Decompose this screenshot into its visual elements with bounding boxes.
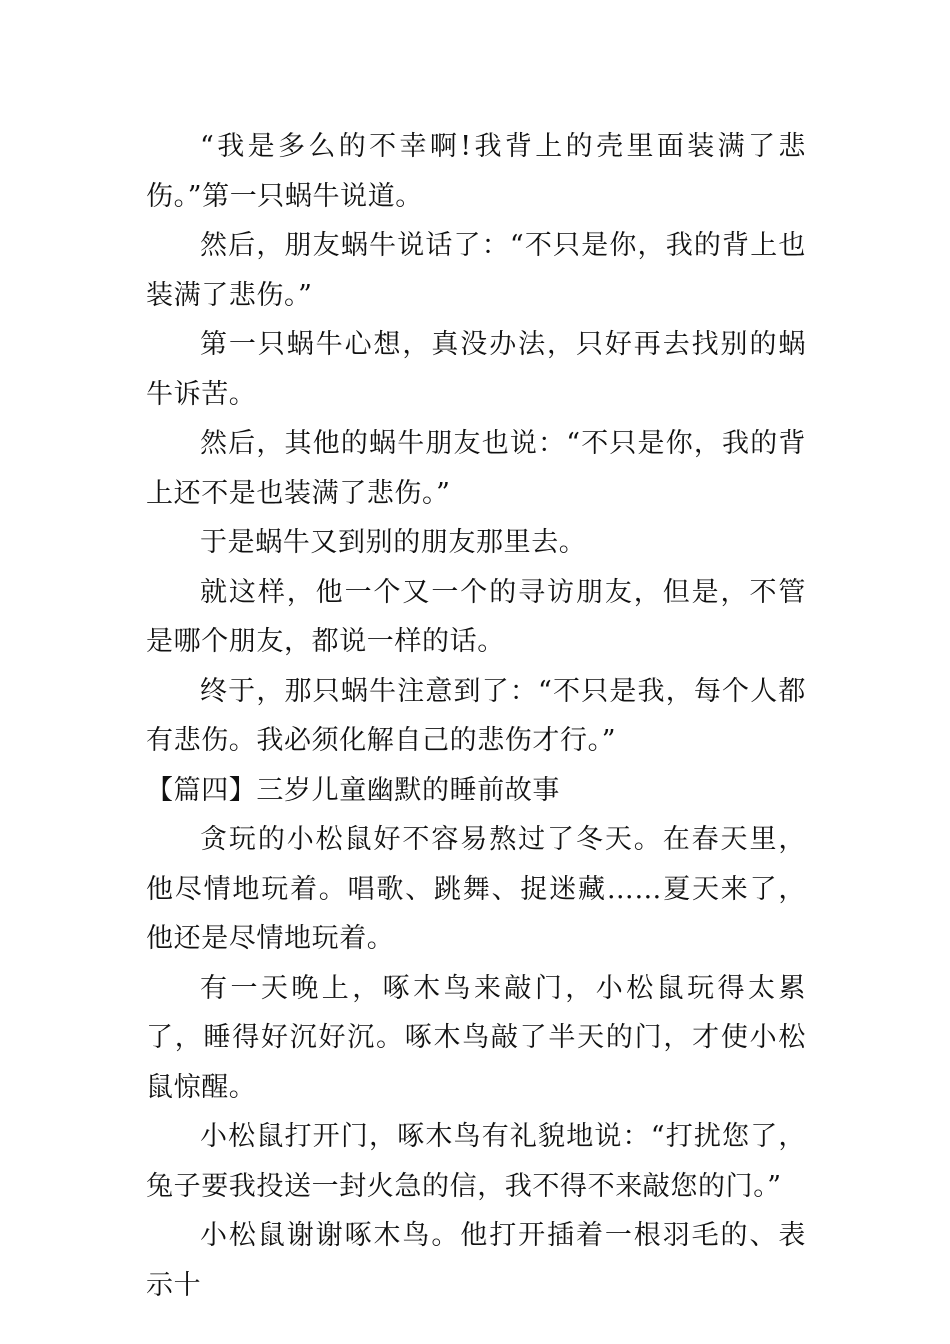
document-body [146,122,806,1310]
paragraph: 第一只蜗牛心想，真没办法，只好再去找别的蜗牛诉苦。 [146,329,806,410]
paragraph: 终于，那只蜗牛注意到了：“不只是我，每个人都有悲伤。我必须化解自己的悲伤才行。” [146,675,806,756]
paragraph: 于是蜗牛又到别的朋友那里去。 [200,527,587,558]
paragraph: 然后，其他的蜗牛朋友也说：“不只是你，我的背上还不是也装满了悲伤。” [146,428,806,509]
section-heading: 【篇四】三岁儿童幽默的睡前故事 [146,774,560,806]
paragraph: 就这样，他一个又一个的寻访朋友，但是，不管是哪个朋友，都说一样的话。 [146,576,806,657]
paragraph: 小松鼠打开门，啄木鸟有礼貌地说：“打扰您了，兔子要我投送一封火急的信，我不得不来敲您的门。” [146,1121,806,1202]
paragraph: 小松鼠谢谢啄木鸟。他打开插着一根羽毛的、表示十 [146,1220,806,1301]
paragraph: “我是多么的不幸啊!我背上的壳里面装满了悲伤。”第一只蜗牛说道。 [146,131,806,212]
paragraph: 贪玩的小松鼠好不容易熬过了冬天。在春天里，他尽情地玩着。唱歌、跳舞、捉迷藏……夏天来了，他还是尽情地玩着。 [146,824,806,954]
paragraph: 然后，朋友蜗牛说话了：“不只是你，我的背上也装满了悲伤。” [146,230,806,311]
paragraph: 有一天晚上，啄木鸟来敲门，小松鼠玩得太累了，睡得好沉好沉。啄木鸟敲了半天的门，才使小松鼠惊醒。 [146,972,806,1103]
